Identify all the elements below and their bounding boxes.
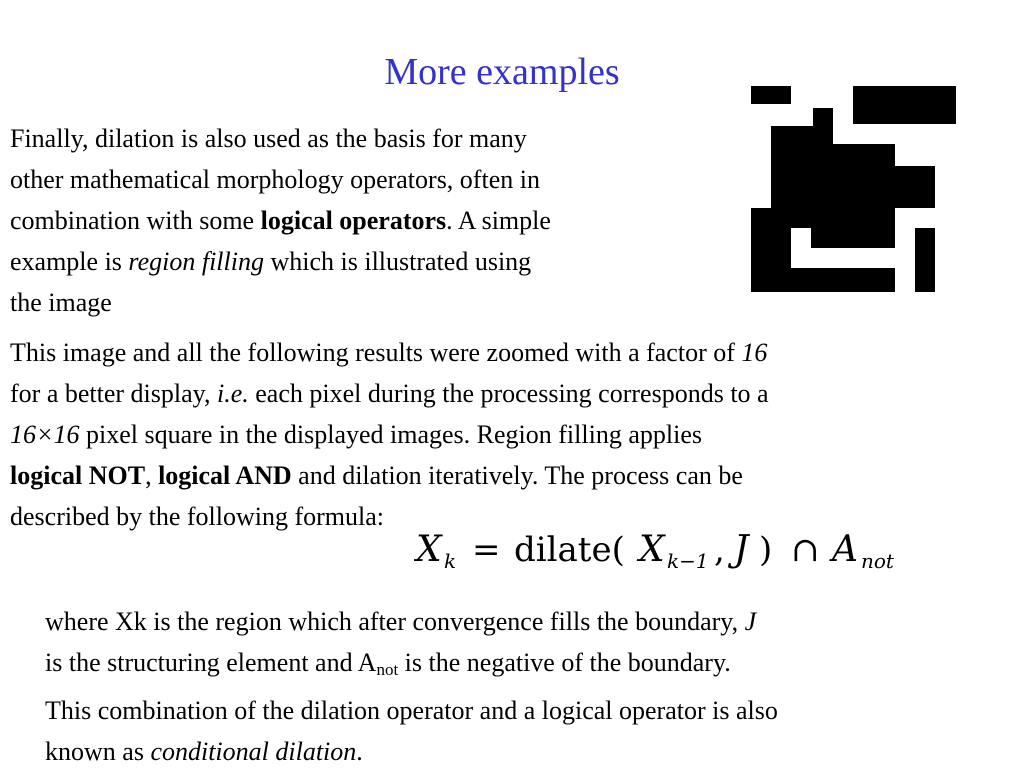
explanation-line-2: [45, 642, 778, 690]
text: .: [356, 737, 363, 766]
text: Finally, dilation is also used as the basis for many: [10, 124, 527, 153]
formula-dilate: dilate(: [514, 530, 625, 570]
text: is the negative of the boundary.: [398, 648, 731, 677]
white-block: [813, 104, 833, 106]
formula-equals: =: [472, 530, 501, 570]
formula-rhs: A: [832, 529, 858, 570]
intro-line-2: [10, 159, 551, 200]
explanation-line-4: [45, 731, 778, 768]
process-line-4: [10, 455, 769, 496]
formula-arg1: X: [639, 529, 665, 570]
intro-line-1: [10, 118, 551, 159]
formula-rhs-sub: not: [861, 549, 894, 572]
text: pixel square in the displayed images. Region filling applies: [79, 420, 702, 449]
boundary-image: [751, 86, 956, 292]
formula-intersection: ∩: [791, 530, 820, 570]
white-block: [751, 104, 771, 208]
intro-line-5: [10, 282, 551, 323]
intro-paragraph: [10, 118, 551, 323]
intro-line-4: [10, 241, 551, 282]
italic-pixel-square: 16×16: [10, 420, 80, 449]
text: This image and all the following results were zoomed with a factor of: [10, 338, 742, 367]
process-paragraph: [10, 332, 769, 537]
explanation-line-3: [45, 690, 778, 731]
italic-term-conditional-dilation: conditional dilation: [150, 737, 357, 766]
subscript-not: not: [376, 660, 399, 679]
intro-line-3: [10, 200, 551, 241]
formula-comma: ,: [714, 530, 725, 570]
text: for a better display,: [10, 379, 217, 408]
text: ,: [145, 461, 159, 490]
text: is the structuring element and A: [45, 648, 377, 677]
process-line-3: [10, 414, 769, 455]
italic-ie: i.e.: [216, 379, 249, 408]
formula-lhs-sub: k: [444, 549, 457, 572]
text: combination with some: [10, 206, 261, 235]
process-line-1: [10, 332, 769, 373]
text: known as: [45, 737, 151, 766]
formula-close: ): [759, 530, 773, 570]
white-block: [915, 208, 956, 228]
explanation-line-1: [45, 601, 778, 642]
bold-term-logical-not: logical NOT: [10, 461, 146, 490]
explanation-paragraph: [45, 601, 778, 768]
text: described by the following formula:: [10, 502, 385, 531]
text: and dilation iteratively. The process can be: [291, 461, 743, 490]
bold-term-logical-operators: logical operators: [260, 206, 447, 235]
bold-term-logical-and: logical AND: [158, 461, 292, 490]
process-line-2: [10, 373, 769, 414]
slide-title: More examples: [384, 51, 620, 93]
text: which is illustrated using: [263, 247, 532, 276]
text: where Xk is the region which after convergence fills the boundary,: [45, 607, 745, 636]
formula-lhs: X: [416, 529, 442, 570]
text: . A simple: [446, 206, 551, 235]
text: example is: [10, 247, 129, 276]
white-block: [791, 104, 813, 124]
italic-j: J: [744, 607, 757, 636]
text: each pixel during the processing corresponds to a: [248, 379, 769, 408]
text: the image: [10, 288, 112, 317]
formula-arg2: J: [734, 529, 749, 570]
text: other mathematical morphology operators, often in: [10, 165, 540, 194]
region-filling-formula: [414, 528, 906, 572]
italic-zoom-factor: 16: [741, 338, 768, 367]
text: This combination of the dilation operator and a logical operator is also: [45, 696, 778, 725]
formula-arg1-sub: k−1: [667, 549, 709, 572]
white-block: [791, 228, 811, 268]
italic-term-region-filling: region filling: [128, 247, 264, 276]
